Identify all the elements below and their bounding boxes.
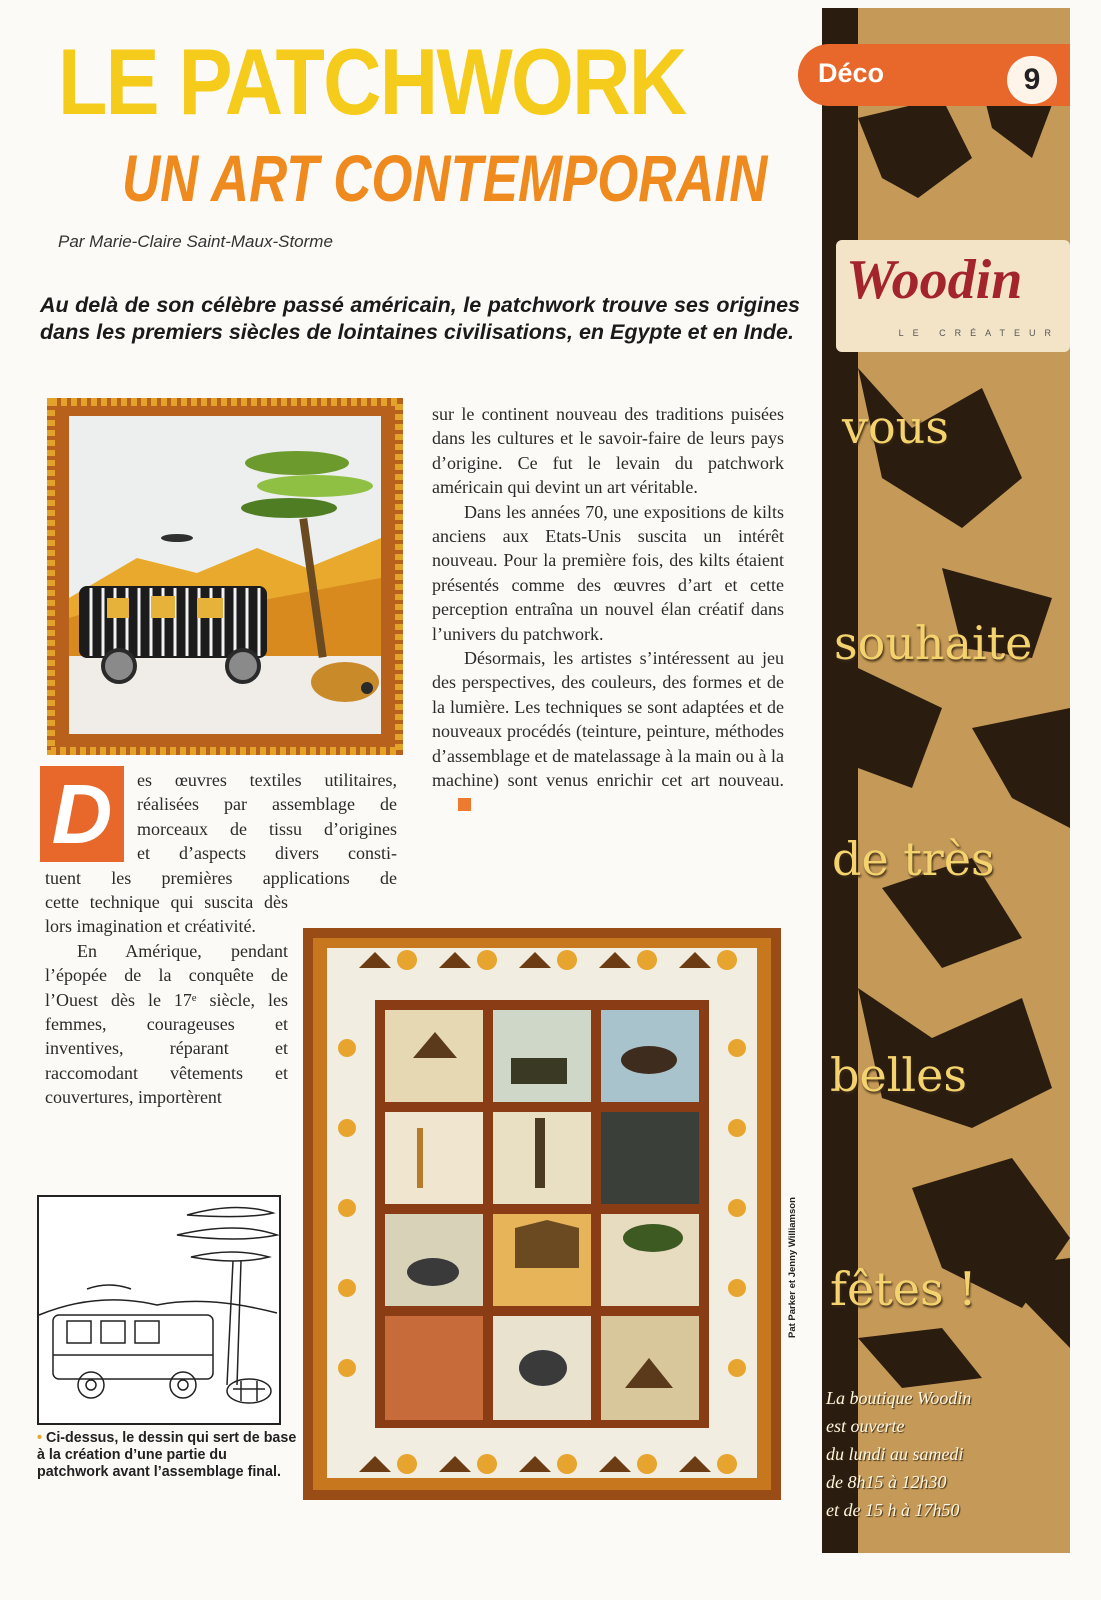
drop-cap: D bbox=[40, 766, 124, 862]
shop-hours-line: La boutique Woodin bbox=[826, 1388, 972, 1408]
ad-word: belles bbox=[830, 1048, 967, 1102]
woodin-logo-word: Woodin bbox=[846, 249, 1023, 311]
shop-hours-line: du lundi au samedi bbox=[826, 1444, 964, 1464]
article-line: réalisées par assemblage de bbox=[137, 794, 397, 815]
woodin-logo-tagline: LE CRÉATEUR bbox=[898, 328, 1060, 338]
intro-paragraph: Au delà de son célèbre passé américain, le patchwork trouve ses origines dans les premiers siècles de lointaines civilisations, en Egypte et en Inde. bbox=[40, 293, 800, 344]
shop-hours bbox=[826, 1384, 1056, 1524]
article-title: LE PATCHWORK bbox=[58, 29, 686, 134]
end-of-article-mark bbox=[458, 798, 471, 811]
byline: Par Marie-Claire Saint-Maux-Storme bbox=[58, 232, 333, 251]
safari-quilt-image bbox=[47, 398, 403, 755]
article-paragraph bbox=[432, 646, 784, 817]
quilt-sketch-drawing bbox=[37, 1195, 281, 1425]
ad-word: souhaite bbox=[834, 616, 1033, 670]
caption-text: Ci-dessus, le dessin qui sert de base à la création d’une partie du patchwork avant l’assemblage final. bbox=[37, 1430, 297, 1480]
article-line: tuent les premières applications de bbox=[45, 868, 397, 888]
article-column-right bbox=[432, 402, 784, 817]
article-line: morceaux de tissu d’origines bbox=[137, 818, 397, 839]
article-paragraph: sur le continent nouveau des traditions puisées dans les cultures et le savoir-faire de leurs pays d’origine. Ce fut le levain du patchwork américain qui devint un art véritable. bbox=[432, 404, 784, 498]
article-subtitle: UN ART CONTEMPORAIN bbox=[122, 141, 768, 215]
article-line: es œuvres textiles utilitaires, bbox=[137, 770, 397, 790]
article-full-width-line bbox=[45, 866, 397, 890]
article-line: et d’aspects divers consti- bbox=[137, 843, 397, 864]
photo-credit: Pat Parker et Jenny Williamson bbox=[787, 1197, 798, 1338]
article-paragraph-text: Désormais, les artistes s’intéressent au jeu des perspectives, des couleurs, des formes et de la lumière. Les techniques se sont adaptées et de nouveaux procédés (teinture, peinture, méthodes d’assemblage et de matelassage à la main ou à la machine) sont venus enrichir cet art nouveau. bbox=[432, 648, 784, 791]
section-label: Déco bbox=[818, 58, 885, 88]
shop-hours-line: de 8h15 à 12h30 bbox=[826, 1472, 947, 1492]
shop-hours-line: est ouverte bbox=[826, 1416, 905, 1436]
article-column-left bbox=[45, 890, 288, 1110]
sketch-caption bbox=[37, 1430, 297, 1481]
article-paragraph: cette technique qui suscita dès lors imagination et créativité. bbox=[45, 892, 288, 937]
shop-hours-line: et de 15 h à 17h50 bbox=[826, 1500, 960, 1520]
article-paragraph: Dans les années 70, une expositions de kilts anciens aux Etats-Unis suscita un intérêt nouveau. Pour la première fois, des kilts étaient présentés comme des œuvres d’art et cette perception entraîna un nouvel élan créatif dans l’univers du patchwork. bbox=[432, 501, 784, 644]
page-number: 9 bbox=[1007, 56, 1057, 104]
ad-word: vous bbox=[842, 400, 949, 454]
article-paragraph: En Amérique, pendant l’épopée de la conquête de l’Ouest dès le 17ᵉ siècle, les femmes, courageuses et inventives, réparant et raccomodant vêtements et couvertures, importèrent bbox=[45, 940, 288, 1108]
african-village-quilt-image bbox=[303, 928, 781, 1500]
article-opening-lines bbox=[137, 768, 397, 866]
ad-word: de très bbox=[832, 832, 995, 886]
ad-word: fêtes ! bbox=[830, 1262, 977, 1316]
caption-bullet: • bbox=[37, 1430, 43, 1446]
